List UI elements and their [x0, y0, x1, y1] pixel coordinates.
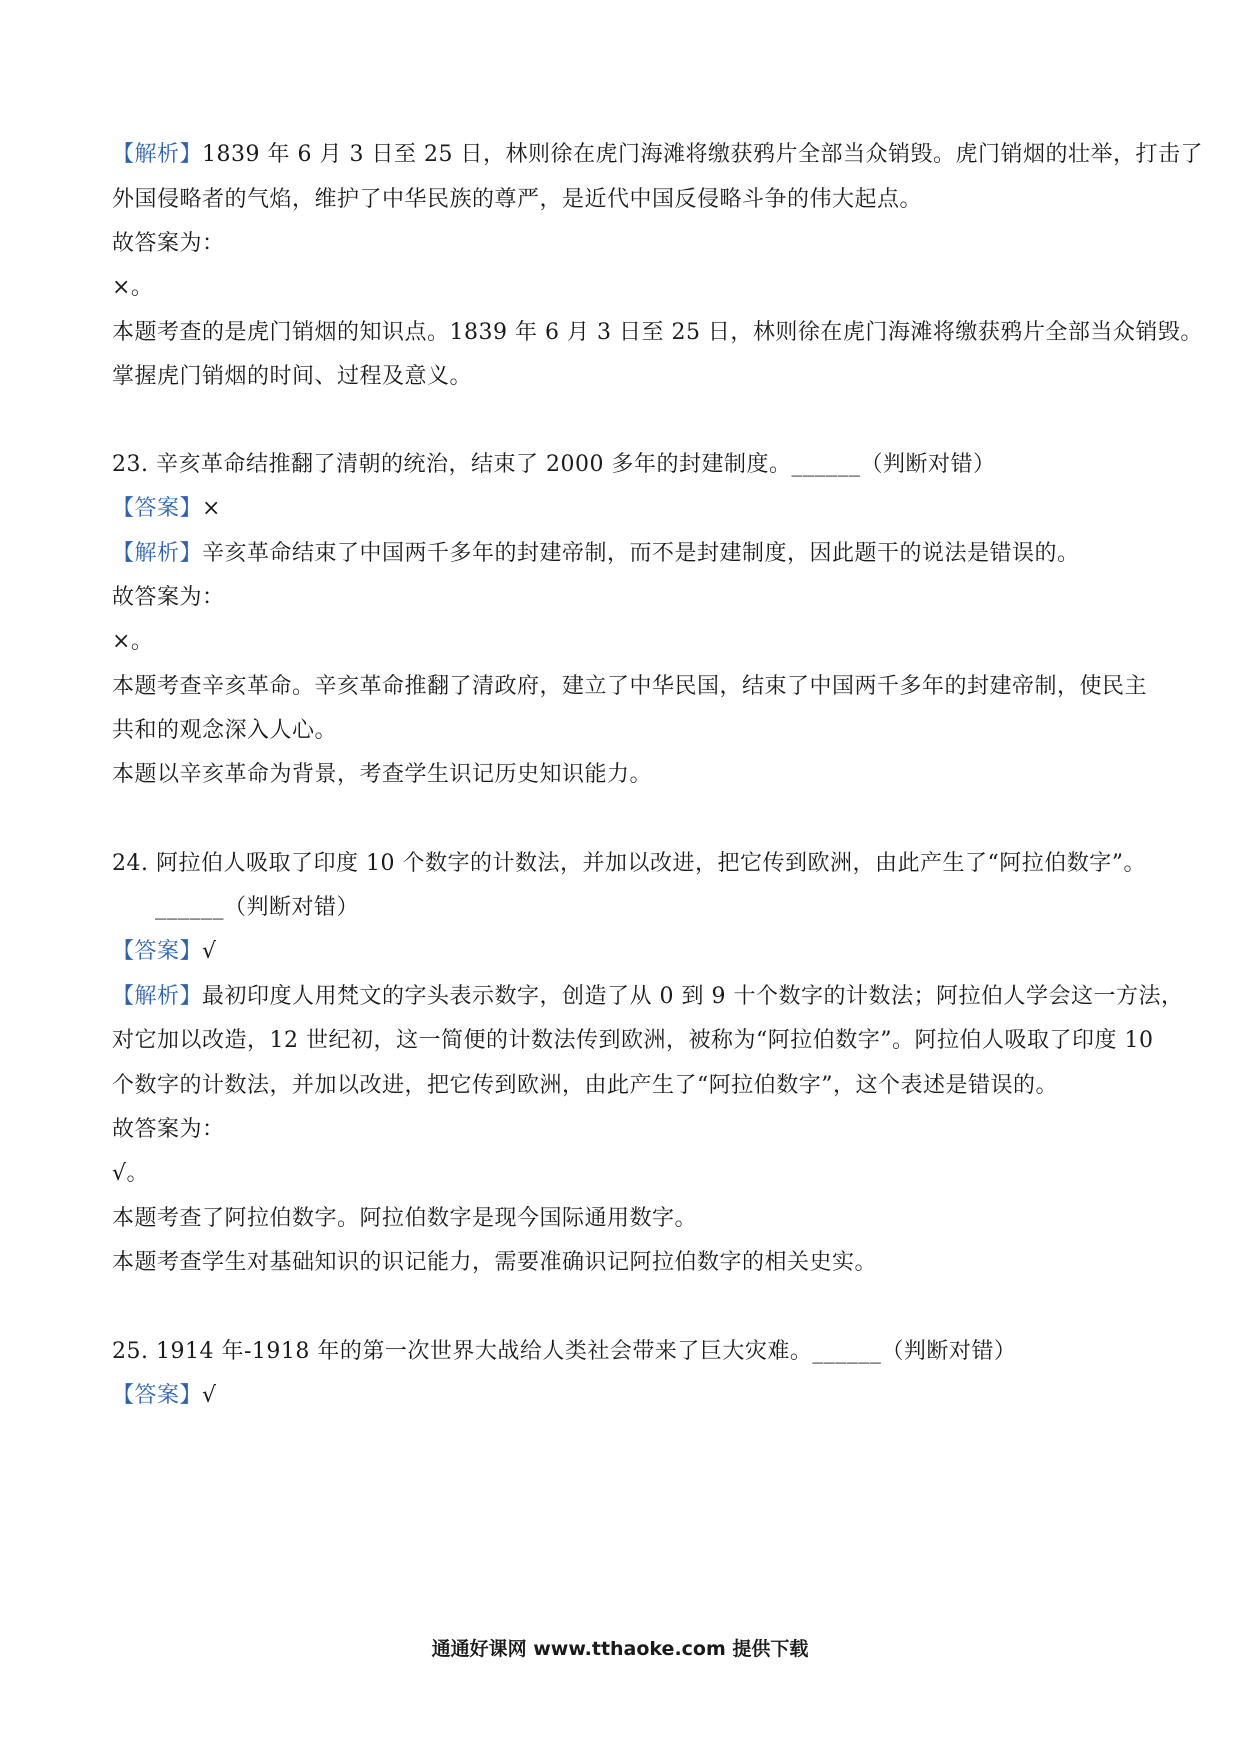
q24-note-line-1: 本题考查了阿拉伯数字。阿拉伯数字是现今国际通用数字。 — [112, 1206, 698, 1231]
q23-so-answer: 故答案为： — [112, 585, 225, 610]
q22-analysis-line-2: 外国侵略者的气焰，维护了中华民族的尊严，是近代中国反侵略斗争的伟大起点。 — [112, 187, 923, 212]
q24-final-answer: √。 — [112, 1161, 150, 1186]
q24-so-answer: 故答案为： — [112, 1117, 225, 1142]
q23-analysis-line: 【解析】辛亥革命结束了中国两千多年的封建帝制，而不是封建制度，因此题干的说法是错误的。 — [112, 541, 1080, 566]
q24-question-line-1: 24. 阿拉伯人吸取了印度 10 个数字的计数法，并加以改进，把它传到欧洲，由此产生了“阿拉伯数字”。 — [112, 851, 1146, 876]
answer-label: 【答案】 — [112, 1383, 203, 1408]
q24-analysis-line-2: 对它加以改造，12 世纪初，这一简便的计数法传到欧洲，被称为“阿拉伯数字”。阿拉伯人吸取了印度 10 — [112, 1028, 1154, 1053]
analysis-label: 【解析】 — [112, 984, 203, 1009]
q23-answer-line — [112, 494, 221, 524]
q23-note-line-1: 本题考查辛亥革命。辛亥革命推翻了清政府，建立了中华民国，结束了中国两千多年的封建帝制，使民主 — [112, 674, 1148, 699]
q24-note-line-2: 本题考查学生对基础知识的识记能力，需要准确识记阿拉伯数字的相关史实。 — [112, 1250, 878, 1275]
analysis-label: 【解析】 — [112, 541, 203, 566]
q24-analysis-line-3: 个数字的计数法，并加以改进，把它传到欧洲，由此产生了“阿拉伯数字”，这个表述是错误的。 — [112, 1073, 1058, 1098]
q23-answer: × — [202, 496, 221, 521]
q23-note-line-3: 本题以辛亥革命为背景，考查学生识记历史知识能力。 — [112, 762, 653, 787]
q22-note-line-2: 掌握虎门销烟的时间、过程及意义。 — [112, 364, 473, 389]
q22-note-line-1: 本题考查的是虎门销烟的知识点。1839 年 6 月 3 日至 25 日，林则徐在虎门海滩将缴获鸦片全部当众销毁。 — [112, 320, 1203, 345]
q23-final-answer: ×。 — [112, 629, 154, 654]
q24-answer-line — [112, 937, 217, 967]
q23-note-line-2: 共和的观念深入人心。 — [112, 718, 338, 743]
q24-answer: √ — [202, 939, 217, 964]
page-footer: 通通好课网 www.tthaoke.com 提供下载 — [431, 1638, 809, 1660]
q24-analysis-line-1: 【解析】最初印度人用梵文的字头表示数字，创造了从 0 到 9 十个数字的计数法；阿拉伯人学会这一方法， — [112, 984, 1184, 1009]
q23-question: 23. 辛亥革命结推翻了清朝的统治，结束了 2000 多年的封建制度。______（判断对错） — [112, 452, 996, 477]
q22-so-answer: 故答案为： — [112, 231, 225, 256]
answer-label: 【答案】 — [112, 939, 203, 964]
q25-answer-line — [112, 1381, 217, 1411]
q22-analysis-line-1: 【解析】1839 年 6 月 3 日至 25 日，林则徐在虎门海滩将缴获鸦片全部当众销毁。虎门销烟的壮举，打击了 — [112, 142, 1203, 167]
q25-answer: √ — [202, 1383, 217, 1408]
q25-question: 25. 1914 年-1918 年的第一次世界大战给人类社会带来了巨大灾难。______（判断对错） — [112, 1339, 1017, 1364]
q22-final-answer: ×。 — [112, 275, 154, 300]
answer-label: 【答案】 — [112, 496, 203, 521]
q24-question-line-2: ______（判断对错） — [155, 895, 360, 920]
analysis-label: 【解析】 — [112, 142, 203, 167]
